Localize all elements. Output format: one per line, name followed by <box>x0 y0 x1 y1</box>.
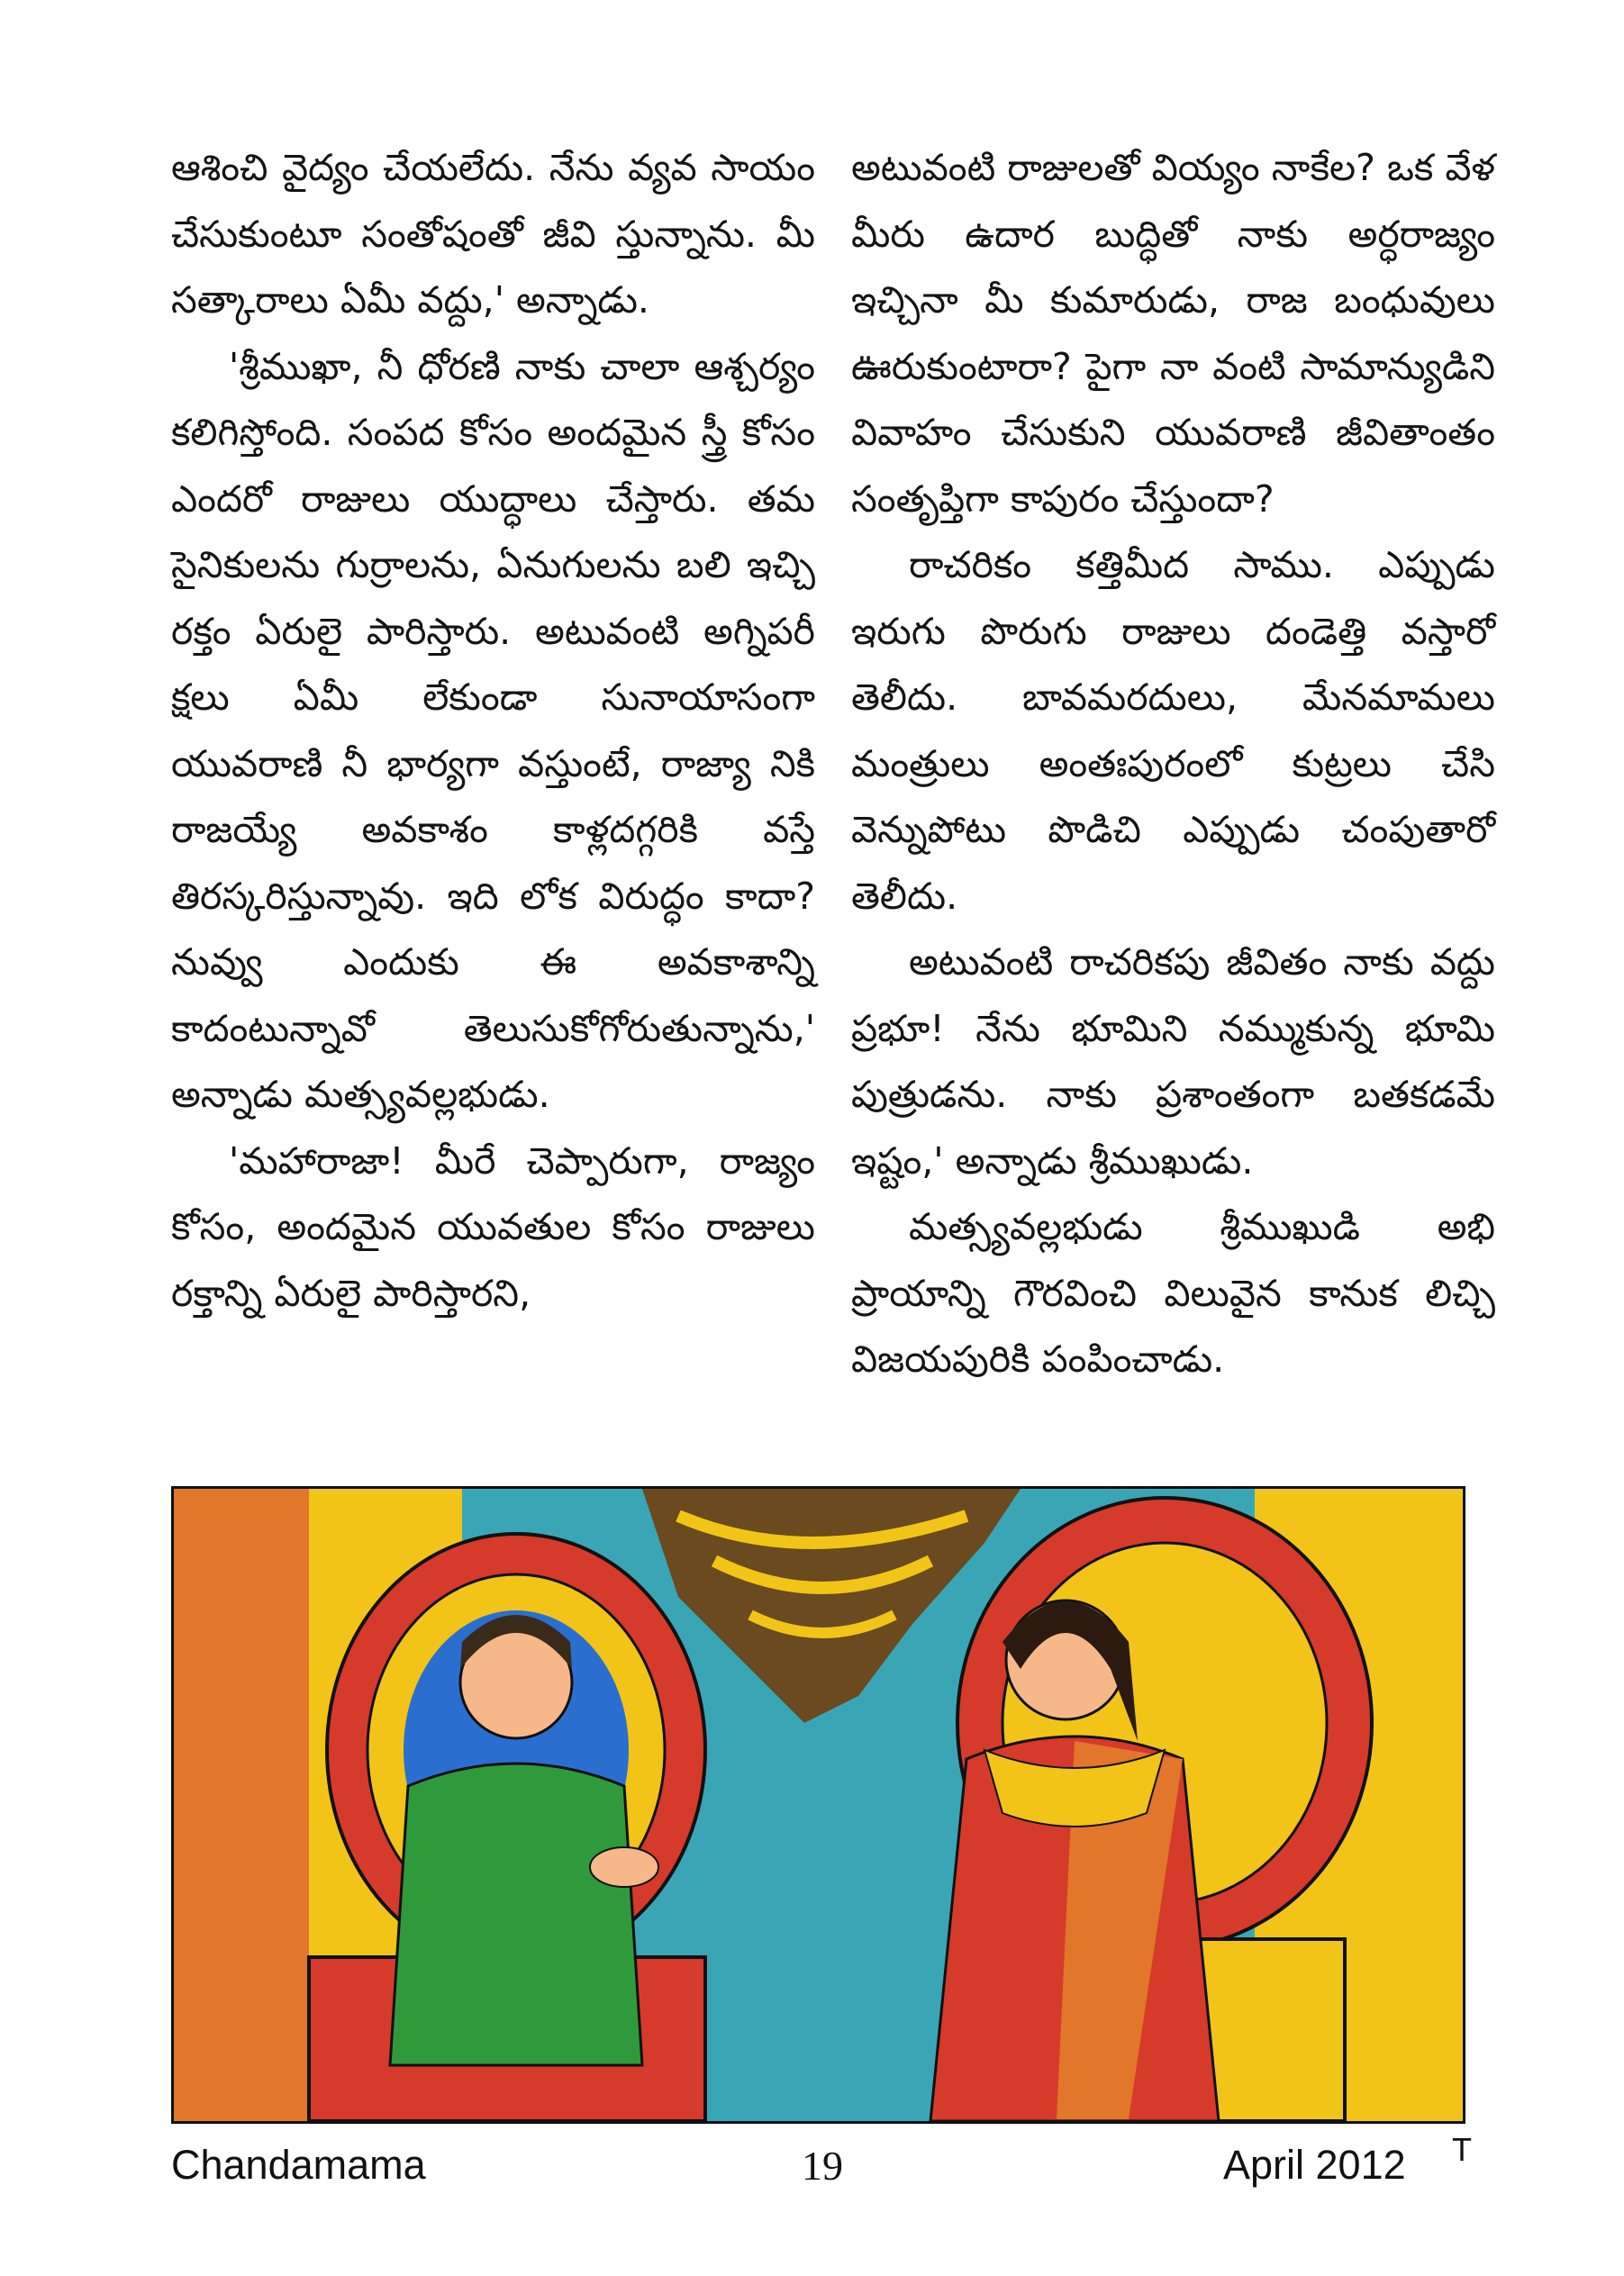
young-man-hand <box>590 1847 658 1887</box>
text-column-right <box>851 135 1495 1393</box>
paragraph: ఆశించి వైద్యం చేయలేదు. నేను వ్యవ సాయం చేసుకుంటూ సంతోషంతో జీవి స్తున్నాను. మీ సత్కారాలు ఏమీ వద్దు,' అన్నాడు. <box>171 146 815 322</box>
magazine-name: Chandamama <box>171 2142 426 2188</box>
paragraph: అటువంటి రాజులతో వియ్యం నాకేల? ఒక వేళ మీరు ఉదార బుద్ధితో నాకు అర్ధరాజ్యం ఇచ్చినా మీ కుమారుడు, రాజ బంధువులు ఊరుకుంటారా? పైగా నా వంటి సామాన్యుడిని వివాహం చేసుకుని యువరాణి జీవితాంతం సంతృప్తిగా కాపురం చేస్తుందా? <box>851 146 1495 521</box>
left-pillar <box>174 1489 309 2121</box>
paragraph: రాచరికం కత్తిమీద సాము. ఎప్పుడు ఇరుగు పొరుగు రాజులు దండెత్తి వస్తారో తెలీదు. బావమరదులు, మేనమామలు మంత్రులు అంతఃపురంలో కుట్రలు చేసి వెన్నుపోటు పొడిచి ఎప్పుడు చంపుతారో తెలీదు. <box>851 543 1495 918</box>
story-illustration <box>171 1486 1465 2124</box>
young-man-robe <box>390 1764 642 2065</box>
paragraph: 'మహారాజా! మీరే చెప్పారుగా, రాజ్యం కోసం, అందమైన యువతుల కోసం రాజులు రక్తాన్ని ఏరులై పారిస్తారని, <box>171 1138 815 1315</box>
page-number: 19 <box>802 2143 843 2189</box>
text-column-left <box>171 135 815 1327</box>
illustration-artwork <box>174 1489 1463 2121</box>
page-mark: T <box>1452 2131 1472 2168</box>
paragraph: 'శ్రీముఖా, నీ ధోరణి నాకు చాలా ఆశ్చర్యం కలిగిస్తోంది. సంపద కోసం అందమైన స్త్రీ కోసం ఎందరో రాజులు యుద్ధాలు చేస్తారు. తమ సైనికులను గుర్రాలను, ఏనుగులను బలి ఇచ్చి రక్తం ఏరులై పారిస్తారు. అటువంటి అగ్నిపరీ క్షలు ఏమీ లేకుండా సునాయాసంగా యువరాణి నీ భార్యగా వస్తుంటే, రాజ్యా నికి రాజయ్యే అవకాశం కాళ్లదగ్గరికి వస్తే తిరస్కరిస్తున్నావు. ఇది లోక విరుద్ధం కాదా? నువ్వు ఎందుకు ఈ అవకాశాన్ని కాదంటున్నావో తెలుసుకోగోరుతున్నాను,' అన్నాడు మత్స్యవల్లభుడు. <box>171 344 815 1116</box>
paragraph: అటువంటి రాచరికపు జీవితం నాకు వద్దు ప్రభూ! నేను భూమిని నమ్ముకున్న భూమి పుత్రుడను. నాకు ప్రశాంతంగా బతకడమే ఇష్టం,' అన్నాడు శ్రీముఖుడు. <box>851 940 1495 1183</box>
paragraph: మత్స్యవల్లభుడు శ్రీముఖుడి అభి ప్రాయాన్ని గౌరవించి విలువైన కానుక లిచ్చి విజయపురికి పంపించాడు. <box>851 1205 1495 1381</box>
issue-date: April 2012 <box>1223 2142 1406 2188</box>
